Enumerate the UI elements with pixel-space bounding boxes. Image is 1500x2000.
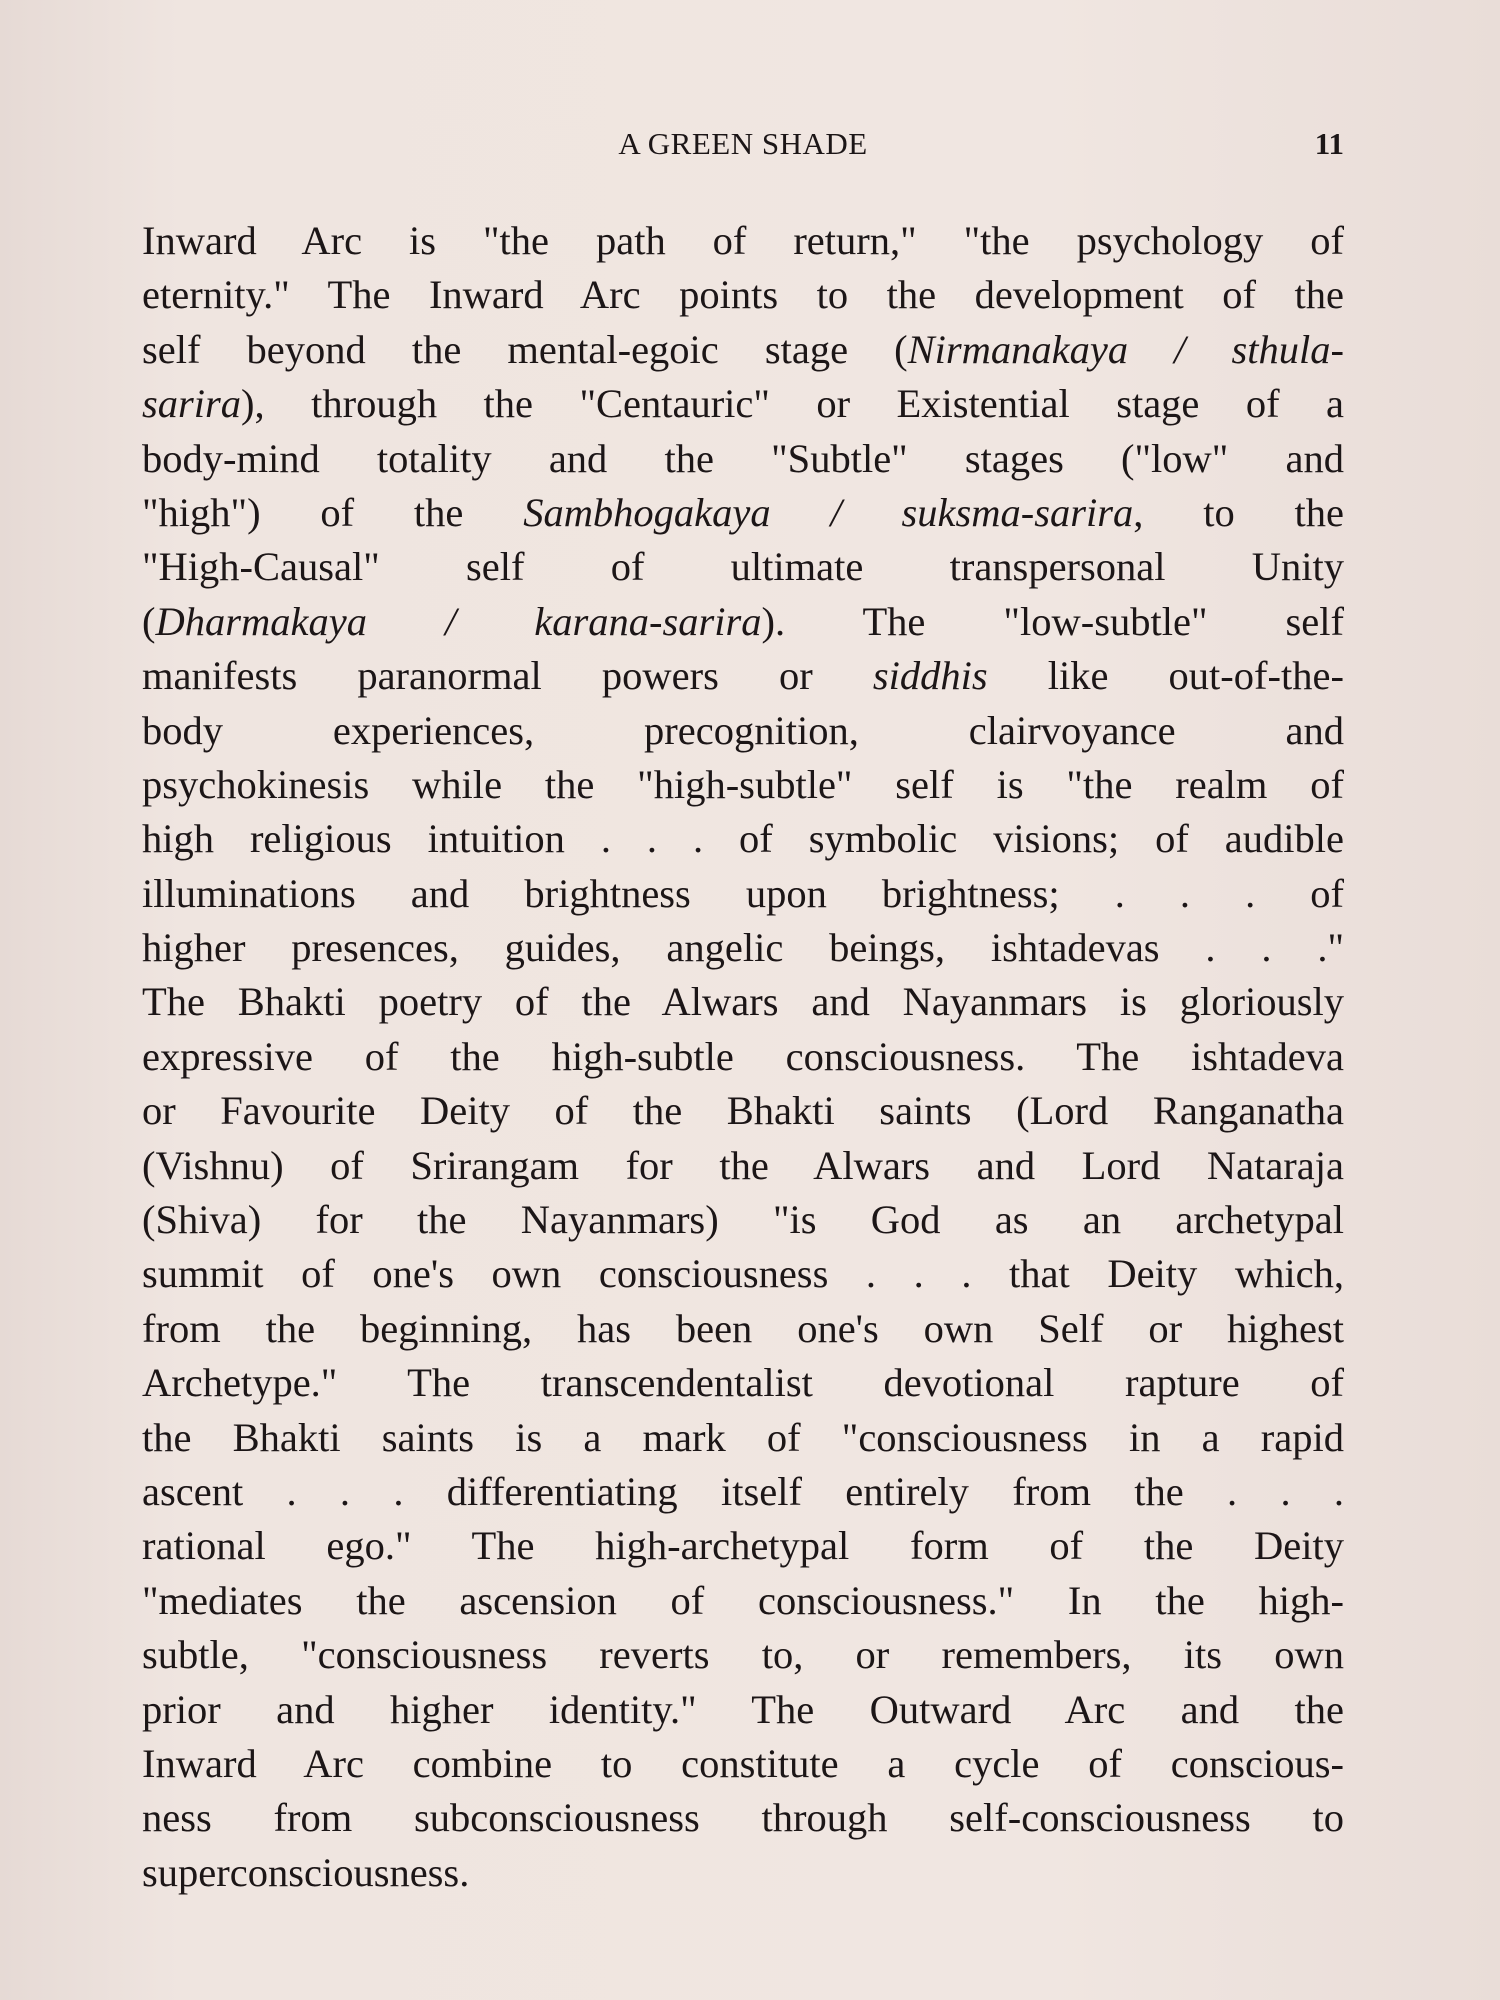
italic-term: siddhis	[872, 653, 988, 699]
text-segment: Archetype." The transcendentalist devotional rapture of	[142, 1360, 1344, 1406]
text-segment: (Shiva) for the Nayanmars) "is God as an archetypal	[142, 1197, 1344, 1243]
text-line	[142, 1302, 1344, 1356]
text-segment: self beyond the mental-egoic stage (	[142, 326, 908, 372]
text-line	[142, 1628, 1344, 1682]
text-segment: The Bhakti poetry of the Alwars and Nayanmars is gloriously	[142, 979, 1344, 1025]
text-segment: rational ego." The high-archetypal form of the Deity	[142, 1523, 1344, 1569]
text-line	[142, 758, 1344, 812]
text-line	[142, 812, 1344, 866]
text-segment: body-mind totality and the "Subtle" stages ("low" and	[142, 435, 1344, 481]
text-line	[142, 1683, 1344, 1737]
text-line	[142, 486, 1344, 540]
text-segment: eternity." The Inward Arc points to the development of the	[142, 272, 1344, 318]
text-segment: summit of one's own consciousness . . . that Deity which,	[142, 1251, 1344, 1297]
text-segment: ). The "low-subtle" self	[761, 598, 1344, 644]
text-segment: higher presences, guides, angelic beings, ishtadevas . . ."	[142, 925, 1344, 971]
text-line	[142, 1791, 1344, 1845]
text-segment: psychokinesis while the "high-subtle" self is "the realm of	[142, 761, 1344, 807]
text-line	[142, 975, 1344, 1029]
text-segment: or Favourite Deity of the Bhakti saints (Lord Ranganatha	[142, 1088, 1344, 1134]
text-line	[142, 595, 1344, 649]
text-segment: (	[142, 598, 156, 644]
text-segment: the Bhakti saints is a mark of "consciousness in a rapid	[142, 1414, 1344, 1460]
text-line	[142, 1574, 1344, 1628]
text-line	[142, 268, 1344, 322]
body-paragraph	[142, 214, 1344, 1900]
text-line	[142, 377, 1344, 431]
text-segment: subtle, "consciousness reverts to, or remembers, its own	[142, 1632, 1344, 1678]
text-line	[142, 1193, 1344, 1247]
italic-term: sarira	[142, 381, 242, 427]
text-segment: , to the	[1133, 489, 1344, 535]
text-segment: body experiences, precognition, clairvoyance and	[142, 707, 1344, 753]
text-segment: "High-Causal" self of ultimate transpersonal Unity	[142, 544, 1344, 590]
italic-term: Dharmakaya / karana-sarira	[155, 598, 762, 644]
text-line	[142, 1247, 1344, 1301]
text-line	[142, 1465, 1344, 1519]
text-segment: expressive of the high-subtle consciousness. The ishtadeva	[142, 1033, 1344, 1079]
running-head-title: A GREEN SHADE	[618, 126, 868, 161]
text-line	[142, 1519, 1344, 1573]
text-line	[142, 867, 1344, 921]
text-line	[142, 1356, 1344, 1410]
text-segment: prior and higher identity." The Outward Arc and the	[142, 1686, 1344, 1732]
italic-term: Nirmanakaya / sthula-	[907, 326, 1345, 372]
text-line	[142, 540, 1344, 594]
text-segment: like out-of-the-	[987, 653, 1344, 699]
text-line	[142, 1846, 1344, 1900]
text-segment: ascent . . . differentiating itself entirely from the . . .	[142, 1468, 1344, 1514]
text-segment: Inward Arc is "the path of return," "the psychology of	[142, 218, 1344, 263]
text-line	[142, 649, 1344, 703]
text-line	[142, 1411, 1344, 1465]
text-segment: Inward Arc combine to constitute a cycle of conscious-	[142, 1740, 1344, 1786]
text-segment: (Vishnu) of Srirangam for the Alwars and Lord Nataraja	[142, 1142, 1344, 1188]
text-segment: high religious intuition . . . of symbolic visions; of audible	[142, 816, 1344, 862]
text-line	[142, 323, 1344, 377]
text-line	[142, 704, 1344, 758]
text-line	[142, 1737, 1344, 1791]
text-segment: "high") of the	[142, 489, 524, 535]
text-line	[142, 1084, 1344, 1138]
text-segment: ness from subconsciousness through self-consciousness to	[142, 1795, 1344, 1841]
text-segment: ), through the "Centauric" or Existential stage of a	[241, 381, 1344, 427]
text-segment: superconsciousness.	[142, 1849, 470, 1895]
text-line	[142, 1030, 1344, 1084]
text-segment: illuminations and brightness upon brightness; . . . of	[142, 870, 1344, 916]
text-line	[142, 214, 1344, 268]
running-head	[142, 124, 1344, 164]
text-segment: manifests paranormal powers or	[142, 653, 873, 699]
text-segment: "mediates the ascension of consciousness." In the high-	[142, 1577, 1344, 1623]
text-line	[142, 432, 1344, 486]
text-segment: from the beginning, has been one's own Self or highest	[142, 1305, 1344, 1351]
text-line	[142, 921, 1344, 975]
page-number: 11	[1314, 126, 1344, 161]
italic-term: Sambhogakaya / suksma-sarira	[523, 489, 1134, 535]
text-line	[142, 1139, 1344, 1193]
